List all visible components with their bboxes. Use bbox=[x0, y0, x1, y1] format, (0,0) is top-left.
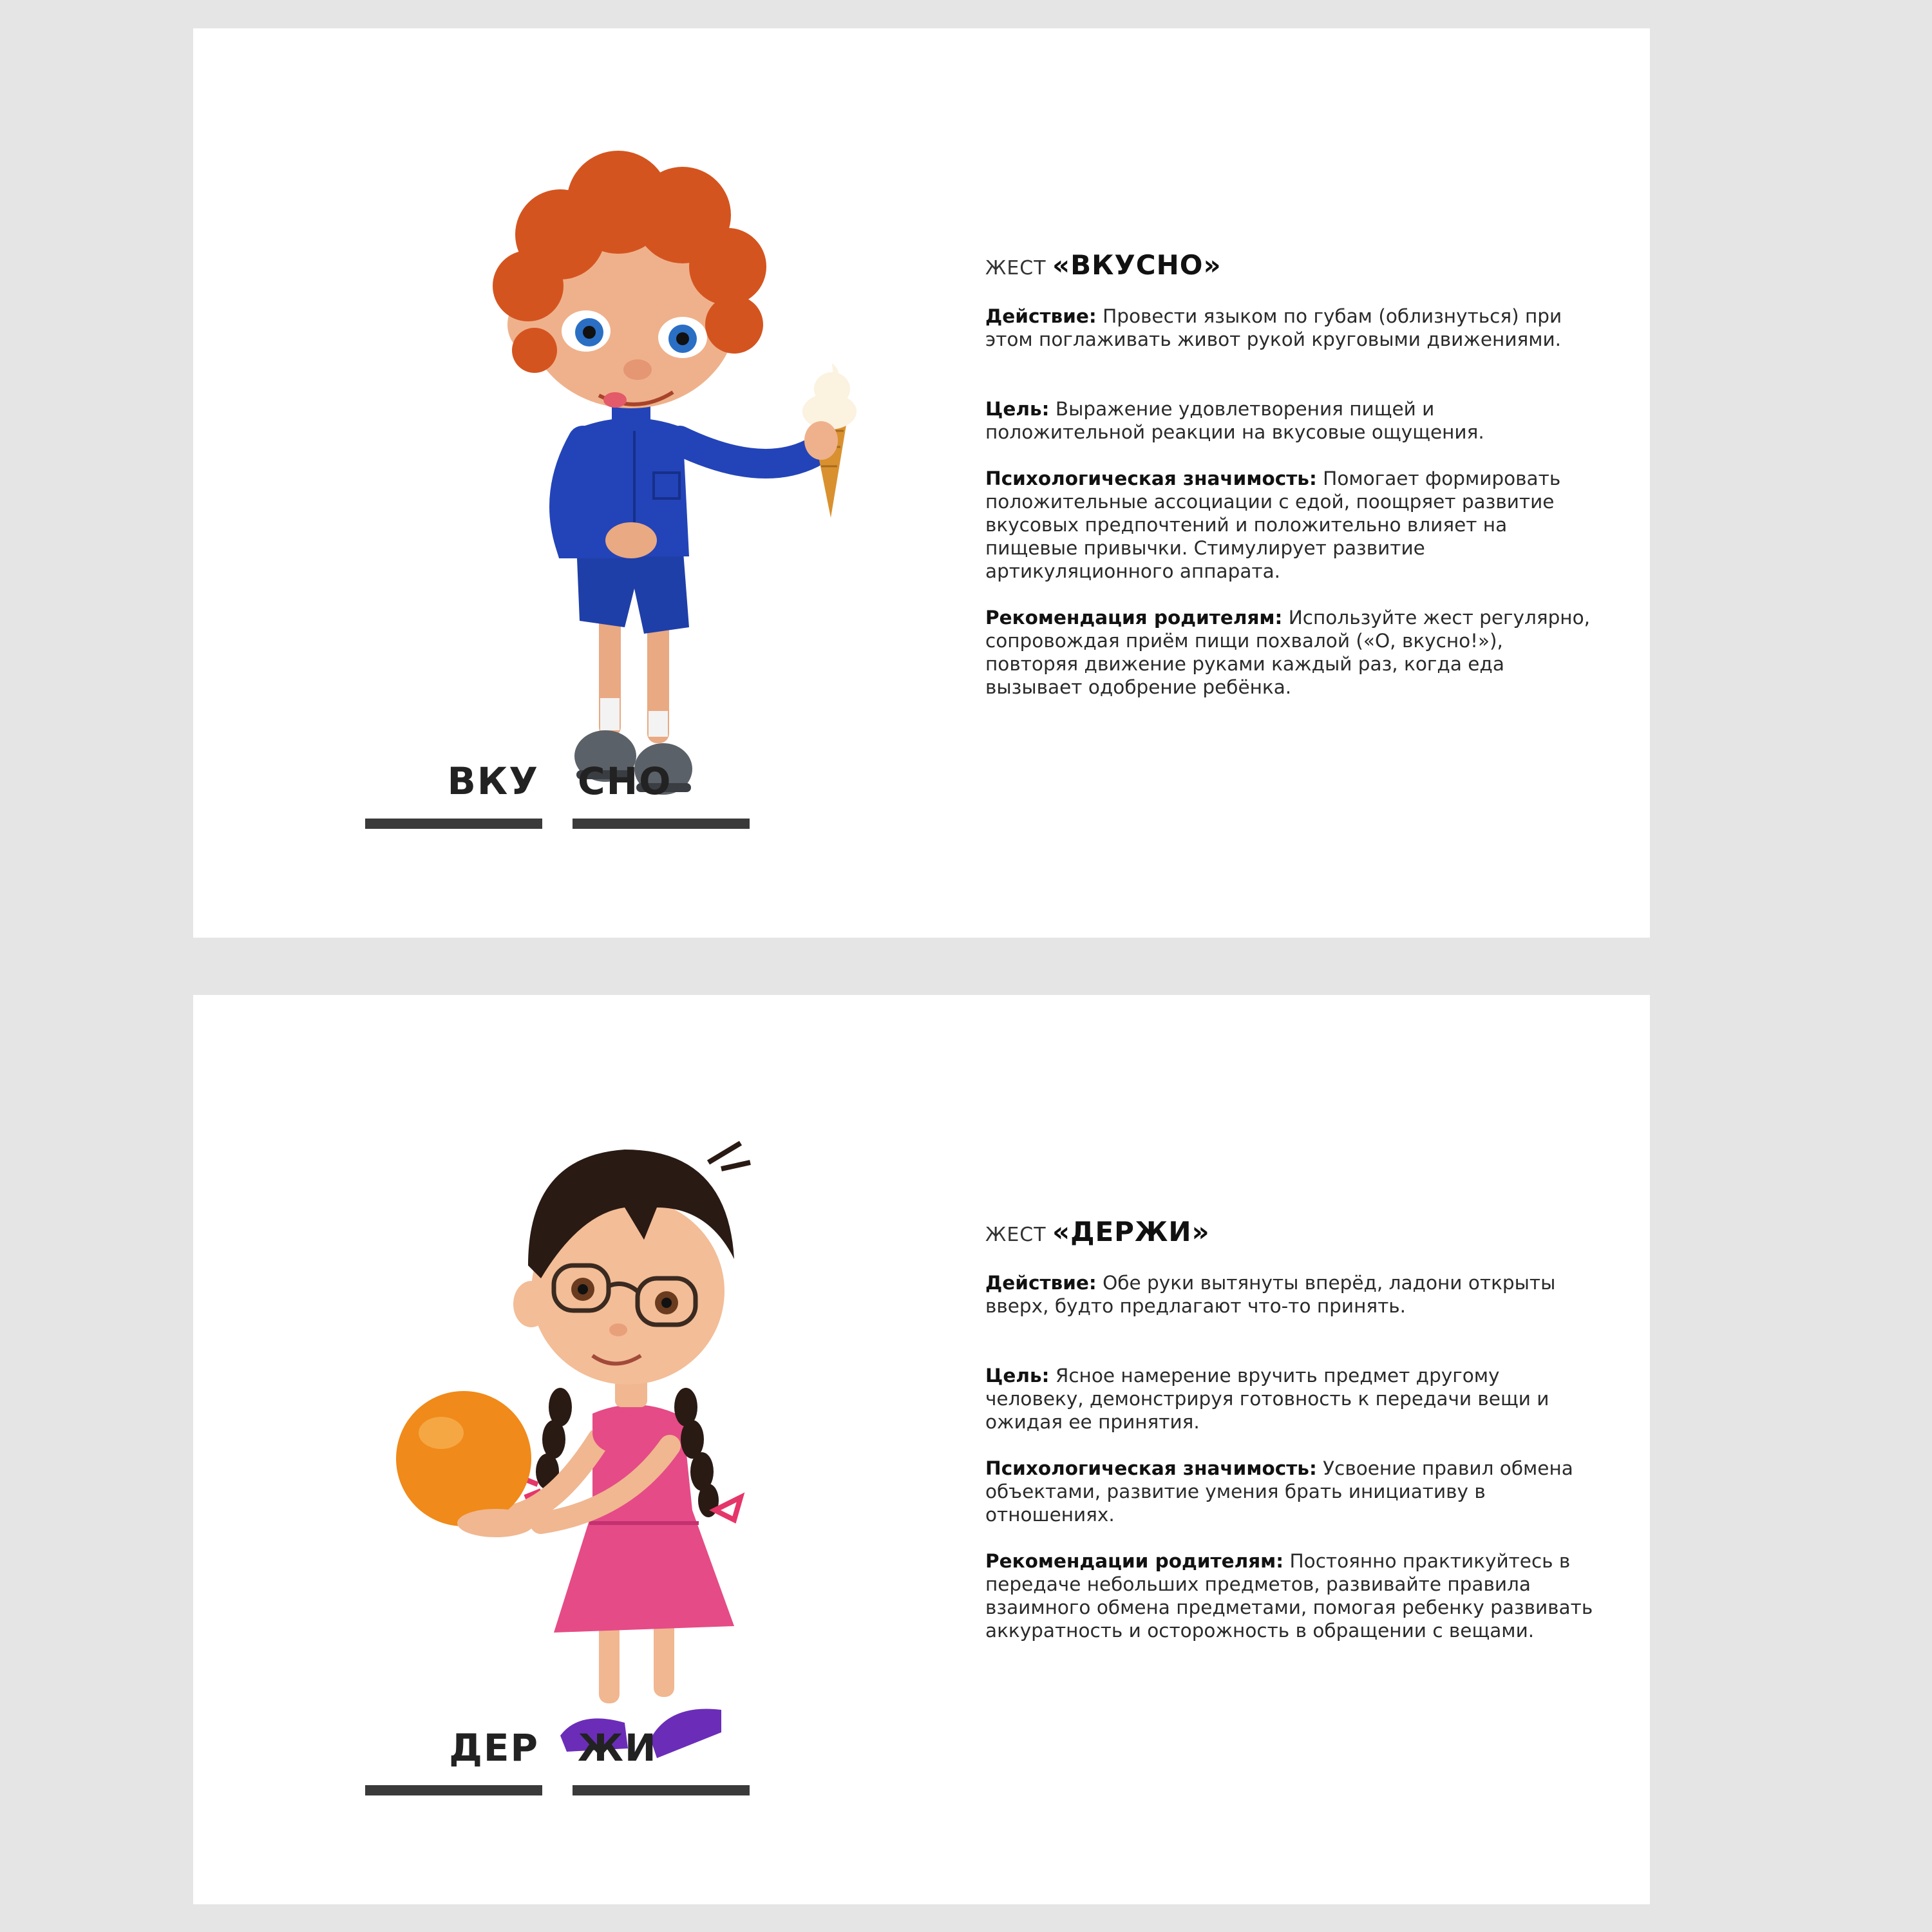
gesture-title bbox=[985, 1216, 1597, 1247]
action-label: Действие: bbox=[985, 1272, 1097, 1294]
action-paragraph bbox=[985, 305, 1597, 351]
goal-text: Ясное намерение вручить предмет другому человеку, демонстрируя готовность к передачи вещи и ожидая ее принятия. bbox=[985, 1365, 1549, 1433]
psych-paragraph bbox=[985, 1457, 1597, 1526]
action-label: Действие: bbox=[985, 305, 1097, 327]
goal-label: Цель: bbox=[985, 398, 1050, 420]
gesture-name: «ВКУСНО» bbox=[1052, 249, 1222, 281]
syllable-split bbox=[365, 1726, 755, 1790]
gesture-description bbox=[985, 1216, 1597, 1665]
gesture-description bbox=[985, 249, 1597, 722]
goal-text: Выражение удовлетворения пищей и положительной реакции на вкусовые ощущения. bbox=[985, 398, 1484, 443]
orange-ball-icon bbox=[396, 1391, 531, 1526]
girl-figure bbox=[322, 1046, 966, 1787]
recommendation-paragraph bbox=[985, 606, 1597, 699]
underline-bar-left bbox=[365, 1785, 542, 1795]
syllable-right: ЖИ bbox=[578, 1726, 658, 1770]
underline-bar-left bbox=[365, 819, 542, 829]
psych-text: Помогает формировать положительные ассоциации с едой, поощряет развитие вкусовых предпочтений и положительно влияет на пищевые привычки. Стимулирует развитие артикуляционного аппарата. bbox=[985, 468, 1561, 582]
underline-bar-right bbox=[573, 819, 750, 829]
gesture-prefix: ЖЕСТ bbox=[985, 257, 1046, 279]
syllable-right: СНО bbox=[578, 759, 672, 803]
gesture-name: «ДЕРЖИ» bbox=[1052, 1216, 1210, 1247]
gesture-card-tasty bbox=[193, 28, 1650, 938]
syllable-split bbox=[365, 759, 755, 824]
psych-label: Психологическая значимость: bbox=[985, 468, 1317, 489]
hand-holding-cone bbox=[804, 421, 838, 460]
recommendation-text: Используйте жест регулярно, сопровождая приём пищи похвалой («О, вкусно!»), повторяя движение руками каждый раз, когда еда вызывает одобрение ребёнка. bbox=[985, 607, 1591, 698]
syllable-left: ВКУ bbox=[447, 759, 539, 803]
action-text: Провести языком по губам (облизнуться) при этом поглаживать живот рукой круговыми движениями. bbox=[985, 305, 1562, 350]
psych-paragraph bbox=[985, 467, 1597, 583]
goal-label: Цель: bbox=[985, 1365, 1050, 1387]
hand-on-belly bbox=[605, 522, 657, 558]
recommendation-label: Рекомендация родителям: bbox=[985, 607, 1283, 629]
ribbon-right bbox=[715, 1497, 741, 1520]
action-text: Обе руки вытянуты вперёд, ладони открыты вверх, будто предлагают что-то принять. bbox=[985, 1272, 1556, 1317]
hands-holding-ball bbox=[457, 1509, 535, 1537]
boy-figure bbox=[322, 80, 966, 820]
underline-bar-right bbox=[573, 1785, 750, 1795]
gesture-prefix: ЖЕСТ bbox=[985, 1224, 1046, 1246]
psych-text: Усвоение правил обмена объектами, развитие умения брать инициативу в отношениях. bbox=[985, 1457, 1573, 1526]
boy-with-ice-cream-illustration bbox=[322, 80, 966, 820]
girl-with-ball-illustration bbox=[322, 1046, 966, 1787]
gesture-title bbox=[985, 249, 1597, 281]
psych-label: Психологическая значимость: bbox=[985, 1457, 1317, 1479]
recommendation-paragraph bbox=[985, 1549, 1597, 1642]
recommendation-text: Постоянно практикуйтесь в передаче небольших предметов, развивайте правила взаимного обмена предметами, помогая ребенку развивать аккуратность и осторожность в обращении с вещами. bbox=[985, 1550, 1593, 1642]
action-paragraph bbox=[985, 1271, 1597, 1318]
goal-paragraph bbox=[985, 397, 1597, 444]
gesture-card-hold bbox=[193, 995, 1650, 1904]
goal-paragraph bbox=[985, 1364, 1597, 1434]
recommendation-label: Рекомендации родителям: bbox=[985, 1550, 1284, 1572]
syllable-left: ДЕР bbox=[449, 1726, 539, 1770]
tongue bbox=[603, 392, 627, 408]
